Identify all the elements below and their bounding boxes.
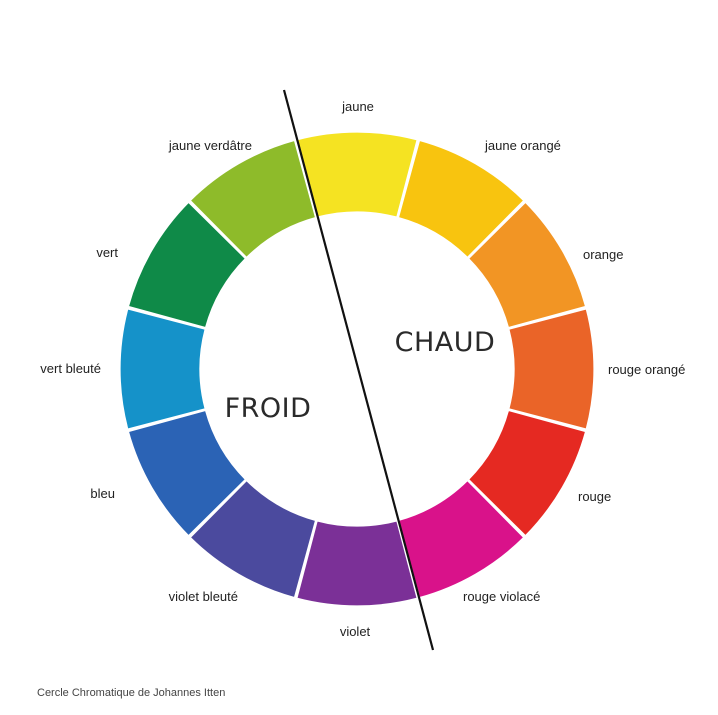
segment-label-orange: orange [583, 247, 624, 262]
segment-label-jaune-verdâtre: jaune verdâtre [168, 138, 252, 153]
wheel-segment-violet [297, 521, 417, 606]
segment-label-rouge: rouge [578, 489, 612, 504]
segment-label-bleu: bleu [90, 486, 115, 501]
diagram-caption: Cercle Chromatique de Johannes Itten [37, 687, 226, 699]
wheel-segment-rouge-orangé [509, 309, 594, 429]
segment-label-jaune: jaune [342, 99, 374, 114]
segment-label-jaune-orangé: jaune orangé [485, 138, 561, 153]
segment-label-violet-bleuté: violet bleuté [168, 589, 238, 604]
wheel-segments [120, 132, 594, 606]
cold-zone-label: FROID [224, 393, 312, 424]
segment-label-vert-bleuté: vert bleuté [40, 361, 101, 376]
segment-label-rouge-violacé: rouge violacé [463, 589, 541, 604]
segment-label-violet: violet [339, 624, 371, 639]
segment-label-rouge-orangé: rouge orangé [608, 362, 686, 377]
warm-zone-label: CHAUD [394, 327, 496, 358]
segment-label-vert: vert [96, 245, 118, 260]
wheel-segment-vert-bleuté [120, 309, 205, 429]
